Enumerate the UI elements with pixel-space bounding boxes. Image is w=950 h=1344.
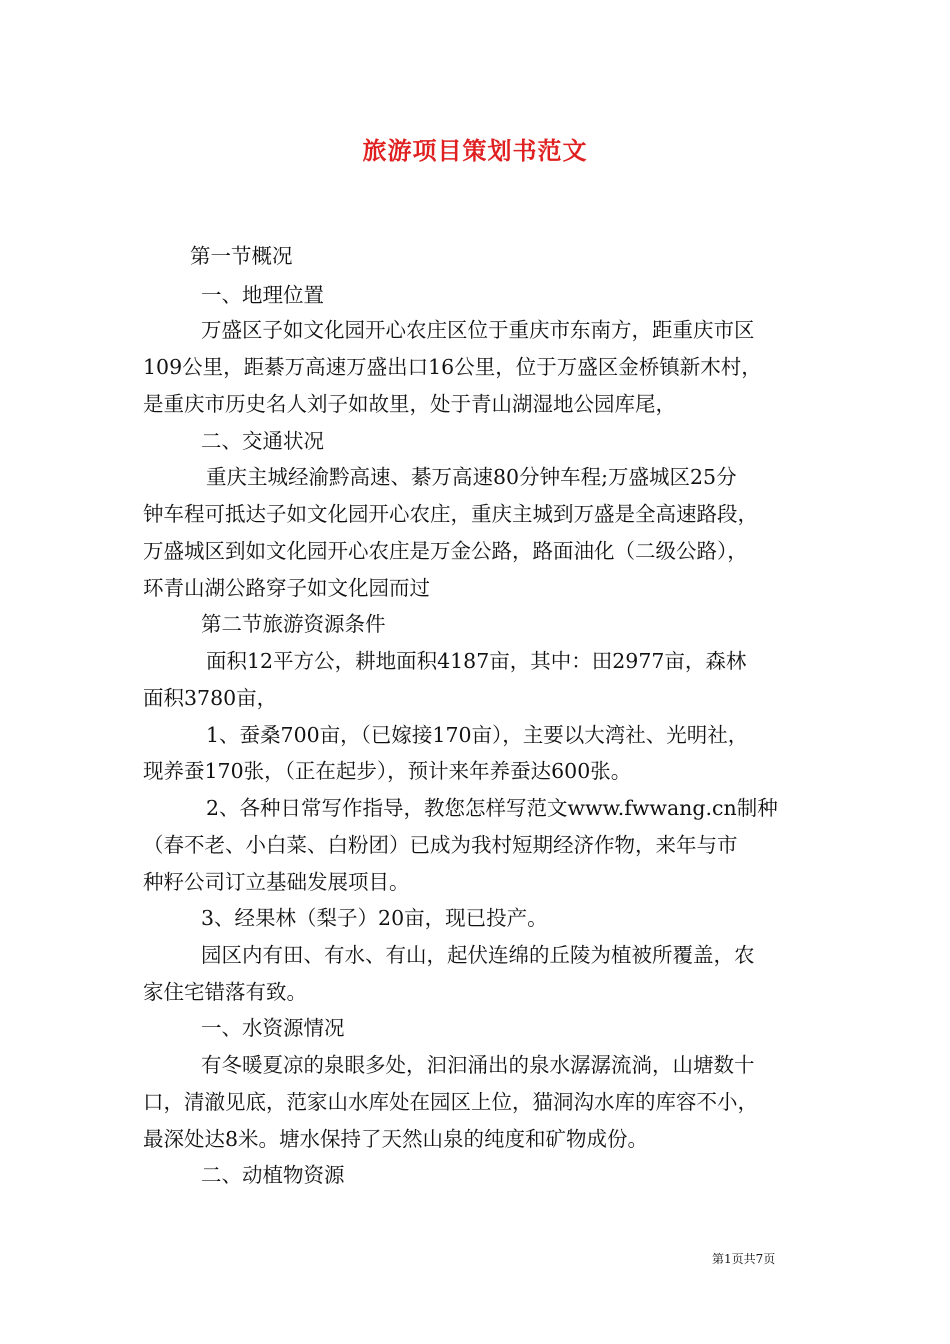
- paragraph-line: 是重庆市历史名人刘子如故里，处于青山湖湿地公园库尾，: [143, 392, 676, 416]
- paragraph-line: 现养蚕170张，（正在起步），预计来年养蚕达600张。: [143, 759, 632, 783]
- paragraph-line: 面积3780亩，: [143, 686, 278, 710]
- paragraph-line: 重庆主城经渝黔高速、綦万高速80分钟车程;万盛城区25分: [206, 465, 737, 489]
- paragraph-line: 万盛城区到如文化园开心农庄是万金公路，路面油化（二级公路），: [143, 539, 748, 563]
- paragraph-line: 有冬暖夏凉的泉眼多处，汩汩涌出的泉水潺潺流淌，山塘数十: [201, 1053, 755, 1077]
- paragraph-line: 环青山湖公路穿子如文化园而过: [143, 576, 430, 600]
- subsection-heading: 二、交通状况: [201, 429, 324, 453]
- subsection-heading: 二、动植物资源: [201, 1163, 345, 1187]
- paragraph-line: 口，清澈见底，范家山水库处在园区上位，猫洞沟水库的库容不小，: [143, 1090, 758, 1114]
- paragraph-line: 1、蚕桑700亩，（已嫁接170亩），主要以大湾社、光明社，: [206, 723, 749, 747]
- paragraph-line: 109公里，距綦万高速万盛出口16公里，位于万盛区金桥镇新木村，: [143, 355, 762, 379]
- paragraph-line: 种籽公司订立基础发展项目。: [143, 870, 410, 894]
- paragraph-line: 万盛区子如文化园开心农庄区位于重庆市东南方，距重庆市区: [201, 318, 755, 342]
- paragraph-line: 最深处达8米。塘水保持了天然山泉的纯度和矿物成份。: [143, 1127, 649, 1151]
- section-heading: 第一节概况: [190, 244, 293, 268]
- paragraph-line: （春不老、小白菜、白粉团）已成为我村短期经济作物，来年与市: [143, 833, 738, 857]
- page-title: 旅游项目策划书范文: [362, 136, 588, 165]
- paragraph-line: 2、各种日常写作指导，教您怎样写范文www.fwwang.cn制种: [206, 796, 778, 820]
- paragraph-line: 园区内有田、有水、有山，起伏连绵的丘陵为植被所覆盖，农: [201, 943, 755, 967]
- subsection-heading: 一、地理位置: [201, 283, 324, 307]
- paragraph-line: 3、经果林（梨子）20亩，现已投产。: [201, 906, 548, 930]
- paragraph-line: 钟车程可抵达子如文化园开心农庄，重庆主城到万盛是全高速路段，: [143, 502, 758, 526]
- paragraph-line: 家住宅错落有致。: [143, 980, 307, 1004]
- section-heading: 第二节旅游资源条件: [201, 612, 386, 636]
- paragraph-line: 面积12平方公，耕地面积4187亩，其中：田2977亩，森林: [206, 649, 747, 673]
- subsection-heading: 一、水资源情况: [201, 1016, 345, 1040]
- page-number: 第1页共7页: [712, 1252, 776, 1266]
